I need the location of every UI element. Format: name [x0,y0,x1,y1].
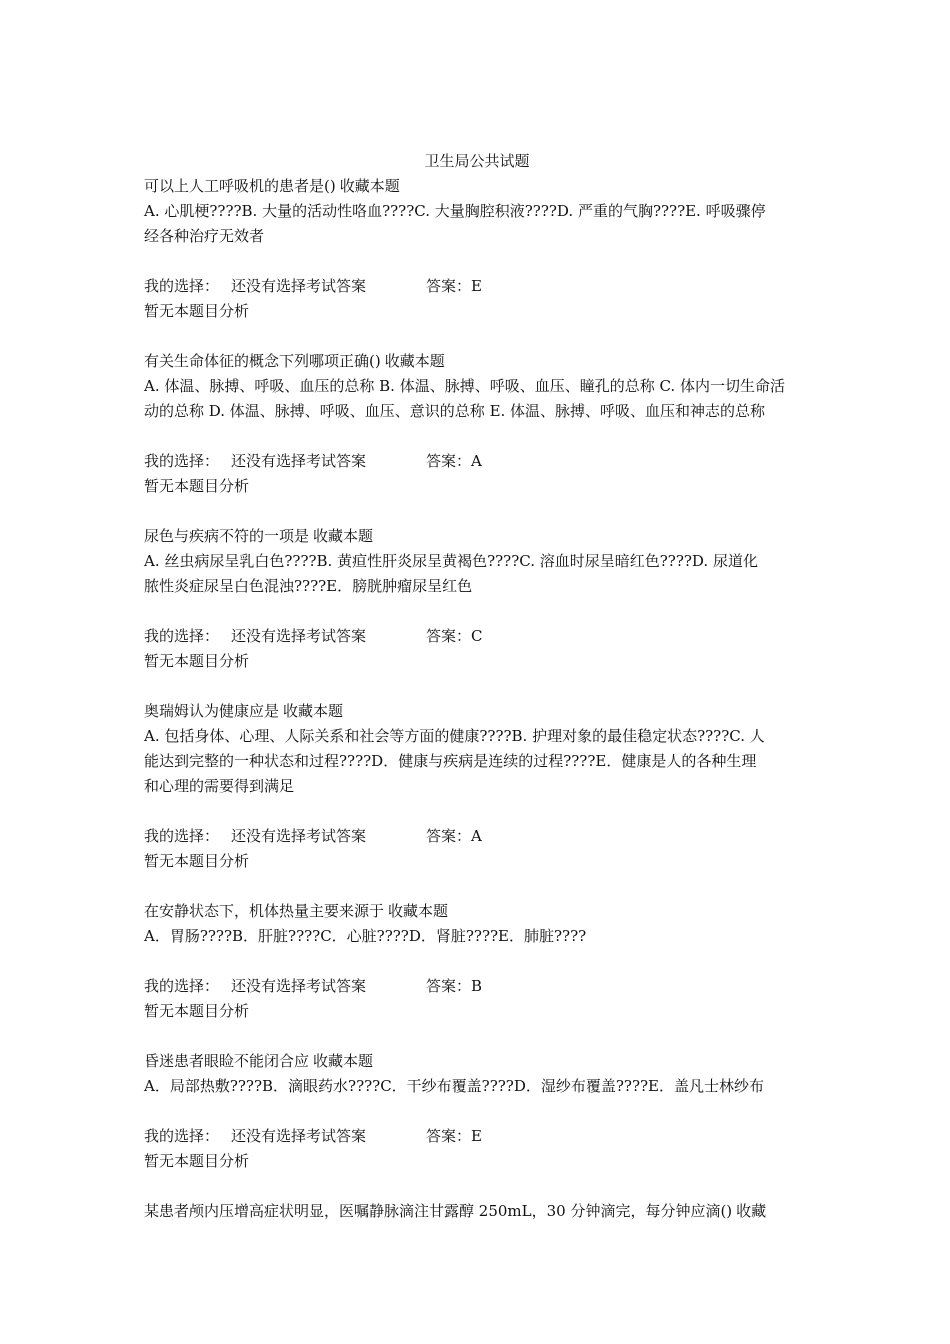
analysis-text: 暂无本题目分析 [144,477,250,495]
favorite-link[interactable]: 收藏本题 [339,177,400,195]
answer-value: B [471,977,483,995]
my-choice-value: 还没有选择考试答案 [231,627,367,645]
question-stem: 尿色与疾病不符的一项是 [144,527,310,545]
question-block [144,349,810,499]
question-stem: 有关生命体征的概念下列哪项正确() [144,352,381,370]
answer-label: 答案： [426,277,472,295]
options-line: A. 心肌梗????B. 大量的活动性咯血????C. 大量胸腔积液????D. 严重的气胸????E. 呼吸骤停 [144,202,766,220]
question-block [144,699,810,874]
question-stem: 某患者颅内压增高症状明显，医嘱静脉滴注甘露醇 250mL，30 分钟滴完，每分钟应滴() [144,1202,733,1220]
question-stem-line [144,349,810,374]
answer-block [144,274,810,324]
question-block [144,524,810,674]
answer-value: C [471,627,483,645]
my-choice-label: 我的选择： [144,452,220,470]
my-choice-label: 我的选择： [144,627,220,645]
my-choice-value: 还没有选择考试答案 [231,1127,367,1145]
answer-line [144,274,810,299]
answer-label: 答案： [426,977,472,995]
answer-value: E [471,1127,482,1145]
my-choice-label: 我的选择： [144,1127,220,1145]
analysis-text: 暂无本题目分析 [144,302,250,320]
question-stem-line [144,174,810,199]
answer-label: 答案： [426,627,472,645]
answer-label: 答案： [426,1127,472,1145]
answer-line [144,974,810,999]
document-title: 卫生局公共试题 [424,152,530,170]
options-line: A. 包括身体、心理、人际关系和社会等方面的健康????B. 护理对象的最佳稳定状态????C. 人 [144,727,765,745]
question-block [144,174,810,324]
answer-block [144,824,810,874]
my-choice-label: 我的选择： [144,277,220,295]
analysis-text: 暂无本题目分析 [144,1002,250,1020]
question-stem: 昏迷患者眼睑不能闭合应 [144,1052,310,1070]
question-stem: 在安静状态下，机体热量主要来源于 [144,902,385,920]
answer-line [144,624,810,649]
question-stem-line [144,1199,810,1224]
options-line: A．胃肠????B．肝脏????C．心脏????D．肾脏????E．肺脏???? [144,927,587,945]
answer-block [144,1124,810,1174]
question-stem: 可以上人工呼吸机的患者是() [144,177,336,195]
favorite-link[interactable]: 收藏本题 [283,702,344,720]
options-line: A．局部热敷????B．滴眼药水????C．干纱布覆盖????D．湿纱布覆盖????E．盖凡士林纱布 [144,1077,764,1095]
options-line: 能达到完整的一种状态和过程????D．健康与疾病是连续的过程????E．健康是人的各种生理 [144,752,757,770]
question-block [144,1049,810,1174]
analysis-text: 暂无本题目分析 [144,1152,250,1170]
question-stem: 奥瑞姆认为健康应是 [144,702,280,720]
answer-value: A [471,827,482,845]
answer-line [144,1124,810,1149]
options-line: 脓性炎症尿呈白色混浊????E．膀胱肿瘤尿呈红色 [144,577,473,595]
my-choice-value: 还没有选择考试答案 [231,827,367,845]
favorite-link[interactable]: 收藏 [736,1202,767,1220]
options-line: 动的总称 D. 体温、脉搏、呼吸、血压、意识的总称 E. 体温、脉搏、呼吸、血压和神志的总称 [144,402,766,420]
my-choice-label: 我的选择： [144,827,220,845]
options-line: A. 丝虫病尿呈乳白色????B. 黄疸性肝炎尿呈黄褐色????C. 溶血时尿呈暗红色????D. 尿道化 [144,552,758,570]
question-block [144,1199,810,1224]
options-line: A. 体温、脉搏、呼吸、血压的总称 B. 体温、脉搏、呼吸、血压、瞳孔的总称 C. 体内一切生命活 [144,377,785,395]
my-choice-value: 还没有选择考试答案 [231,452,367,470]
answer-value: E [471,277,482,295]
analysis-text: 暂无本题目分析 [144,852,250,870]
answer-label: 答案： [426,827,472,845]
question-stem-line [144,1049,810,1074]
question-stem-line [144,899,810,924]
options-line: 和心理的需要得到满足 [144,777,295,795]
question-stem-line [144,699,810,724]
answer-label: 答案： [426,452,472,470]
answer-block [144,974,810,1024]
my-choice-value: 还没有选择考试答案 [231,277,367,295]
answer-block [144,624,810,674]
options-line: 经各种治疗无效者 [144,227,265,245]
favorite-link[interactable]: 收藏本题 [384,352,445,370]
analysis-text: 暂无本题目分析 [144,652,250,670]
answer-line [144,824,810,849]
document-page [144,149,810,1249]
question-stem-line [144,524,810,549]
answer-line [144,449,810,474]
favorite-link[interactable]: 收藏本题 [388,902,449,920]
answer-value: A [471,452,482,470]
answer-block [144,449,810,499]
question-block [144,899,810,1024]
favorite-link[interactable]: 收藏本题 [313,1052,374,1070]
favorite-link[interactable]: 收藏本题 [313,527,374,545]
my-choice-value: 还没有选择考试答案 [231,977,367,995]
my-choice-label: 我的选择： [144,977,220,995]
